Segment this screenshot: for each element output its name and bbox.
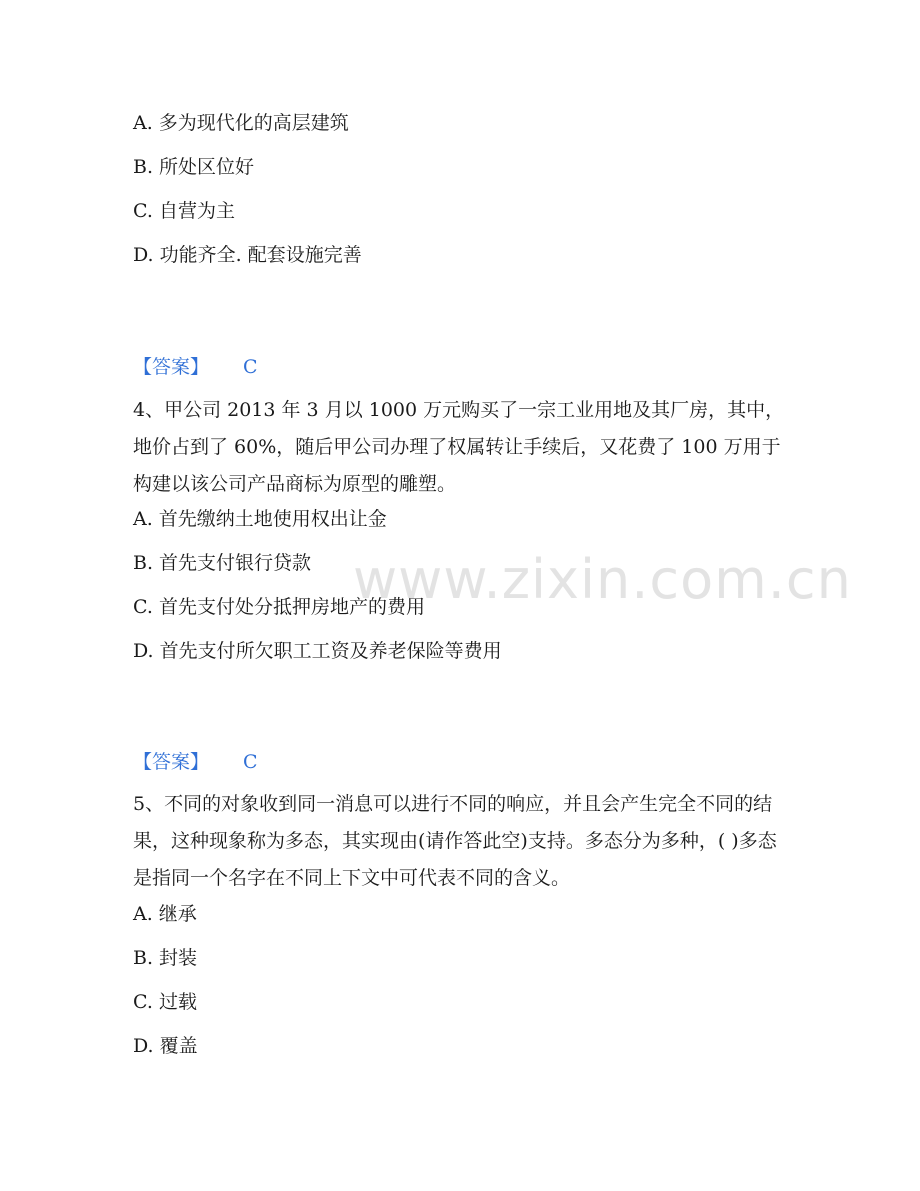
q4-option-c: C. 首先支付处分抵押房地产的费用 xyxy=(133,596,425,618)
q5-option-a: A. 继承 xyxy=(133,903,197,925)
q5-stem: 5、不同的对象收到同一消息可以进行不同的响应，并且会产生完全不同的结果，这种现象称为多态，其实现由(请作答此空)支持。多态分为多种，( )多态是指同一个名字在不同上下文中可代表不同的含义。 xyxy=(133,793,777,889)
q5-option-c: C. 过载 xyxy=(133,991,197,1013)
q4-option-a: A. 首先缴纳土地使用权出让金 xyxy=(133,508,387,530)
q3-option-b: B. 所处区位好 xyxy=(133,156,255,178)
q4-answer-label: 【答案】 xyxy=(133,751,210,773)
q3-option-c: C. 自营为主 xyxy=(133,200,235,222)
q5-option-d: D. 覆盖 xyxy=(133,1035,198,1057)
q3-option-a: A. 多为现代化的高层建筑 xyxy=(133,112,349,134)
q3-answer-label: 【答案】 xyxy=(133,356,210,378)
q4-option-d: D. 首先支付所欠职工工资及养老保险等费用 xyxy=(133,640,502,662)
q4-answer xyxy=(133,751,258,773)
q3-answer-value: C xyxy=(243,356,258,378)
q4-answer-value: C xyxy=(243,751,258,773)
q3-option-d: D. 功能齐全. 配套设施完善 xyxy=(133,244,362,266)
watermark: www.zixin.com.cn xyxy=(353,548,852,611)
q4-stem: 4、甲公司 2013 年 3 月以 1000 万元购买了一宗工业用地及其厂房，其中，地价占到了 60%，随后甲公司办理了权属转让手续后，又花费了 100 万用于构建以该公司产品商标为原型的雕塑。 xyxy=(133,399,785,495)
q4-option-b: B. 首先支付银行贷款 xyxy=(133,552,312,574)
q3-answer xyxy=(133,356,258,378)
q5-option-b: B. 封装 xyxy=(133,947,198,969)
